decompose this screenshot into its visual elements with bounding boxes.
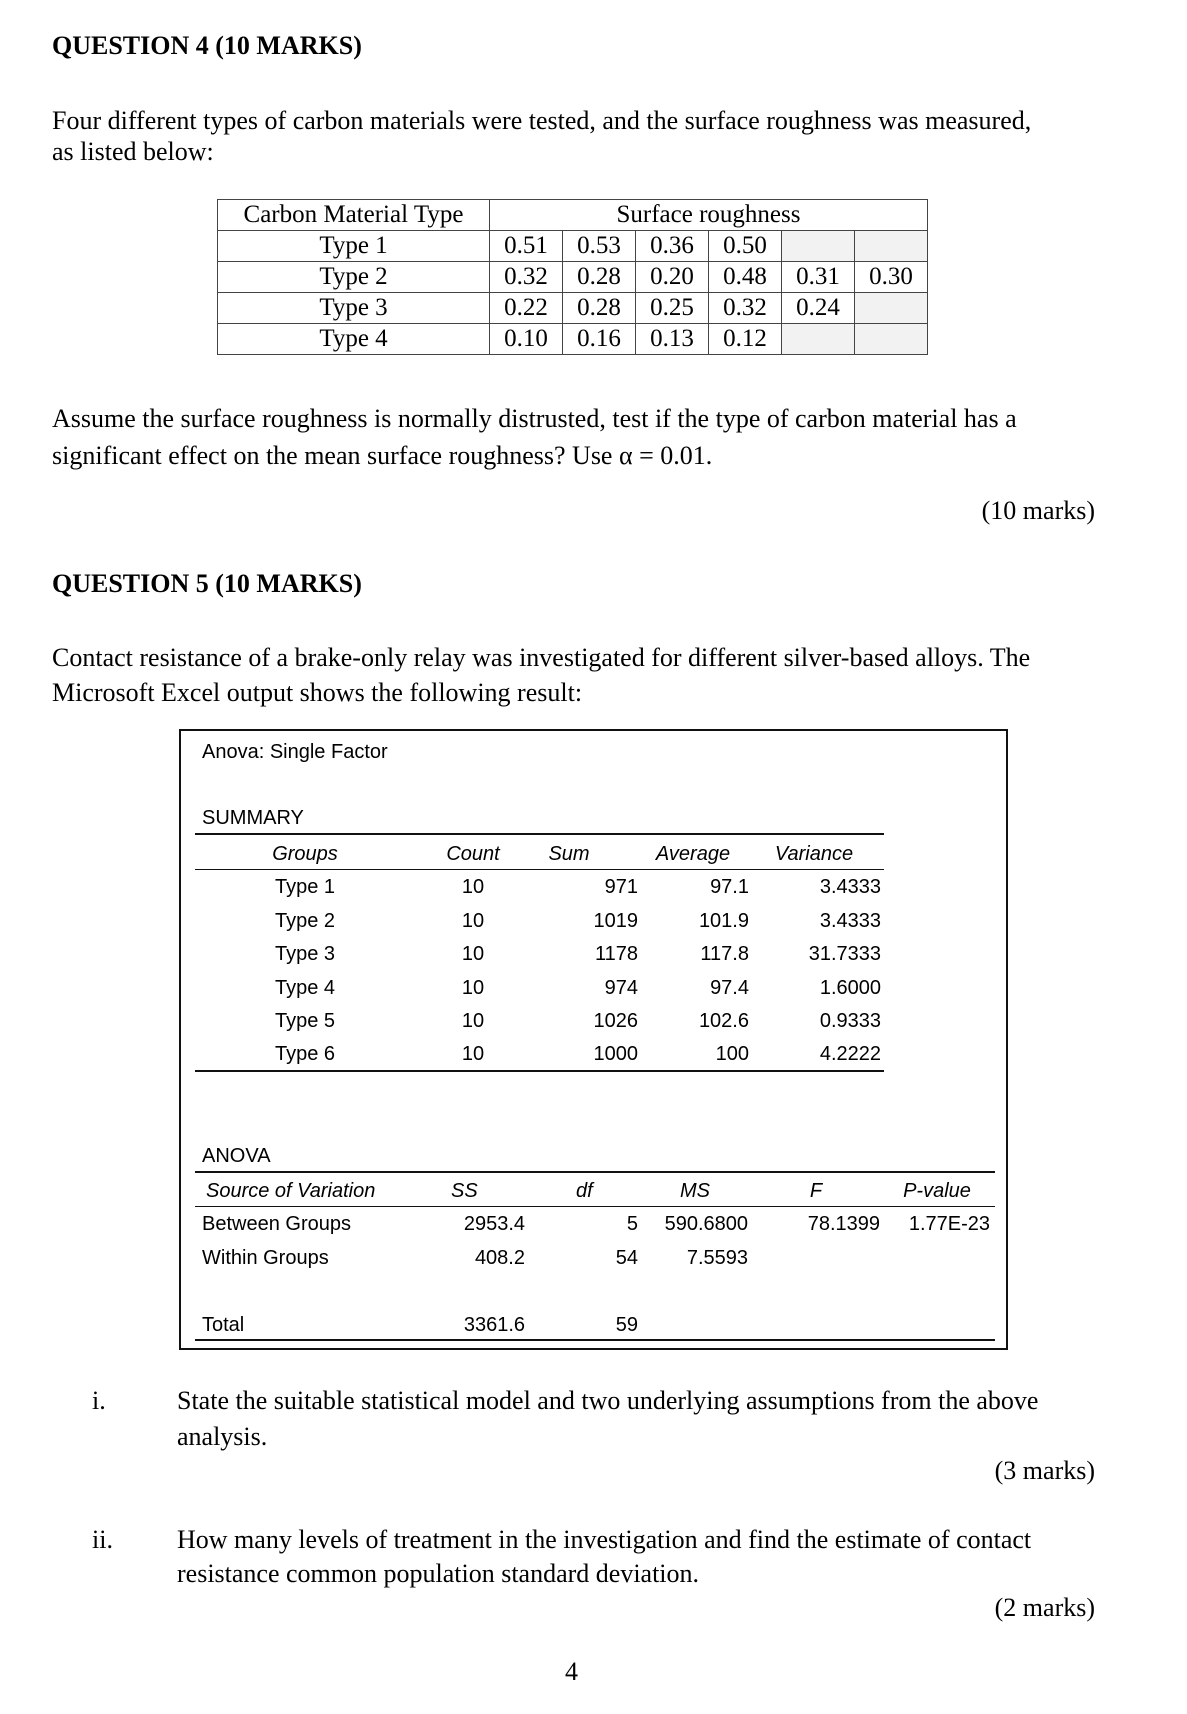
summary-average: 117.8 (700, 943, 749, 965)
part-ii-number: ii. (92, 1525, 113, 1554)
header-ms: MS (680, 1180, 710, 1202)
anova-p-value: 1.77E-23 (908, 1213, 990, 1235)
question-5-heading: QUESTION 5 (10 MARKS) (52, 569, 362, 598)
value-cell: 0.50 (709, 231, 782, 262)
header-f: F (809, 1180, 823, 1202)
material-type: Type 4 (218, 324, 490, 355)
table-row (218, 293, 928, 324)
summary-average: 100 (715, 1043, 749, 1065)
empty-cell (855, 293, 928, 324)
summary-variance: 3.4333 (819, 910, 881, 932)
summary-count: 10 (461, 1010, 485, 1032)
summary-count: 10 (461, 910, 485, 932)
table-row (218, 324, 928, 355)
summary-group-name: Type 2 (274, 910, 336, 932)
anova-ss: 408.2 (474, 1247, 525, 1269)
empty-cell (782, 231, 855, 262)
anova-label: ANOVA (202, 1145, 271, 1167)
summary-sum: 1000 (593, 1043, 638, 1065)
summary-average: 97.1 (710, 876, 749, 898)
summary-sum: 971 (604, 876, 638, 898)
header-count: Count (446, 843, 500, 865)
part-i-text-line1: State the suitable statistical model and two underlying assumptions from the above (177, 1386, 1039, 1415)
part-i-marks: (3 marks) (994, 1456, 1095, 1485)
header-sum: Sum (548, 843, 590, 865)
header-p-value: P-value (903, 1180, 971, 1202)
value-cell: 0.10 (490, 324, 563, 355)
header-variance: Variance (774, 843, 854, 865)
summary-variance: 4.2222 (819, 1043, 881, 1065)
part-ii-text-line2: resistance common population standard deviation. (177, 1559, 700, 1588)
anova-ms: 590.6800 (664, 1213, 748, 1235)
summary-count: 10 (461, 876, 485, 898)
header-ss: SS (451, 1180, 478, 1202)
anova-bottom-rule (195, 1339, 995, 1341)
summary-variance: 31.7333 (808, 943, 881, 965)
excel-anova-output (179, 729, 1008, 1350)
summary-variance: 1.6000 (819, 977, 881, 999)
value-cell: 0.31 (782, 262, 855, 293)
summary-group-name: Type 5 (274, 1010, 336, 1032)
value-cell: 0.13 (636, 324, 709, 355)
anova-df: 5 (626, 1213, 638, 1235)
value-cell: 0.16 (563, 324, 636, 355)
part-ii-marks: (2 marks) (994, 1593, 1095, 1622)
summary-header-rule (195, 869, 884, 870)
summary-group-name: Type 3 (274, 943, 336, 965)
value-cell: 0.51 (490, 231, 563, 262)
q4-intro-line1: Four different types of carbon materials were tested, and the surface roughness was measured, (52, 106, 1032, 135)
value-cell: 0.22 (490, 293, 563, 324)
q4-marks: (10 marks) (981, 496, 1095, 525)
empty-cell (782, 324, 855, 355)
material-type: Type 3 (218, 293, 490, 324)
summary-sum: 1026 (593, 1010, 638, 1032)
anova-source: Total (202, 1314, 245, 1336)
value-cell: 0.53 (563, 231, 636, 262)
material-type: Type 1 (218, 231, 490, 262)
value-cell: 0.12 (709, 324, 782, 355)
summary-bottom-rule (195, 1070, 884, 1072)
table-row (218, 262, 928, 293)
value-cell: 0.36 (636, 231, 709, 262)
summary-group-name: Type 1 (274, 876, 336, 898)
surface-roughness-table (217, 199, 928, 355)
summary-label: SUMMARY (202, 807, 304, 829)
part-i-number: i. (92, 1386, 106, 1415)
anova-source: Between Groups (202, 1213, 351, 1235)
header-surface-roughness: Surface roughness (490, 200, 928, 231)
header-average: Average (655, 843, 731, 865)
q4-question-line2: significant effect on the mean surface roughness? Use α = 0.01. (52, 441, 713, 470)
material-type: Type 2 (218, 262, 490, 293)
summary-group-name: Type 6 (274, 1043, 336, 1065)
anova-ss: 3361.6 (463, 1314, 525, 1336)
summary-count: 10 (461, 943, 485, 965)
anova-source: Within Groups (202, 1247, 329, 1269)
anova-df: 54 (615, 1247, 638, 1269)
page-number: 4 (565, 1657, 578, 1686)
table-header-row (218, 200, 928, 231)
anova-title: Anova: Single Factor (202, 741, 388, 763)
summary-variance: 3.4333 (819, 876, 881, 898)
summary-average: 101.9 (698, 910, 749, 932)
summary-group-name: Type 4 (274, 977, 336, 999)
summary-count: 10 (461, 1043, 485, 1065)
empty-cell (855, 324, 928, 355)
anova-f: 78.1399 (807, 1213, 880, 1235)
q5-intro-line2: Microsoft Excel output shows the following result: (52, 678, 583, 707)
value-cell: 0.30 (855, 262, 928, 293)
anova-df: 59 (615, 1314, 638, 1336)
part-i-text-line2: analysis. (177, 1422, 268, 1451)
header-df: df (576, 1180, 593, 1202)
anova-header-rule (195, 1206, 995, 1207)
question-4-heading: QUESTION 4 (10 MARKS) (52, 31, 362, 60)
value-cell: 0.48 (709, 262, 782, 293)
anova-top-rule (195, 1171, 995, 1173)
summary-sum: 974 (604, 977, 638, 999)
value-cell: 0.28 (563, 293, 636, 324)
value-cell: 0.28 (563, 262, 636, 293)
part-ii-text-line1: How many levels of treatment in the investigation and find the estimate of contact (177, 1525, 1032, 1554)
q4-intro-line2: as listed below: (52, 137, 214, 166)
summary-top-rule (195, 833, 884, 835)
summary-average: 97.4 (710, 977, 749, 999)
value-cell: 0.25 (636, 293, 709, 324)
header-groups: Groups (272, 843, 338, 865)
empty-cell (855, 231, 928, 262)
value-cell: 0.24 (782, 293, 855, 324)
table-row (218, 231, 928, 262)
summary-sum: 1019 (593, 910, 638, 932)
summary-variance: 0.9333 (819, 1010, 881, 1032)
q4-question-line1: Assume the surface roughness is normally distrusted, test if the type of carbon material has a (52, 404, 1017, 433)
anova-ss: 2953.4 (463, 1213, 525, 1235)
header-source: Source of Variation (206, 1180, 376, 1202)
q5-intro-line1: Contact resistance of a brake-only relay was investigated for different silver-based alloys. The (52, 643, 1031, 672)
summary-sum: 1178 (594, 943, 638, 965)
value-cell: 0.32 (709, 293, 782, 324)
value-cell: 0.32 (490, 262, 563, 293)
summary-average: 102.6 (698, 1010, 749, 1032)
header-material-type: Carbon Material Type (218, 200, 490, 231)
value-cell: 0.20 (636, 262, 709, 293)
anova-ms: 7.5593 (686, 1247, 748, 1269)
summary-count: 10 (461, 977, 485, 999)
